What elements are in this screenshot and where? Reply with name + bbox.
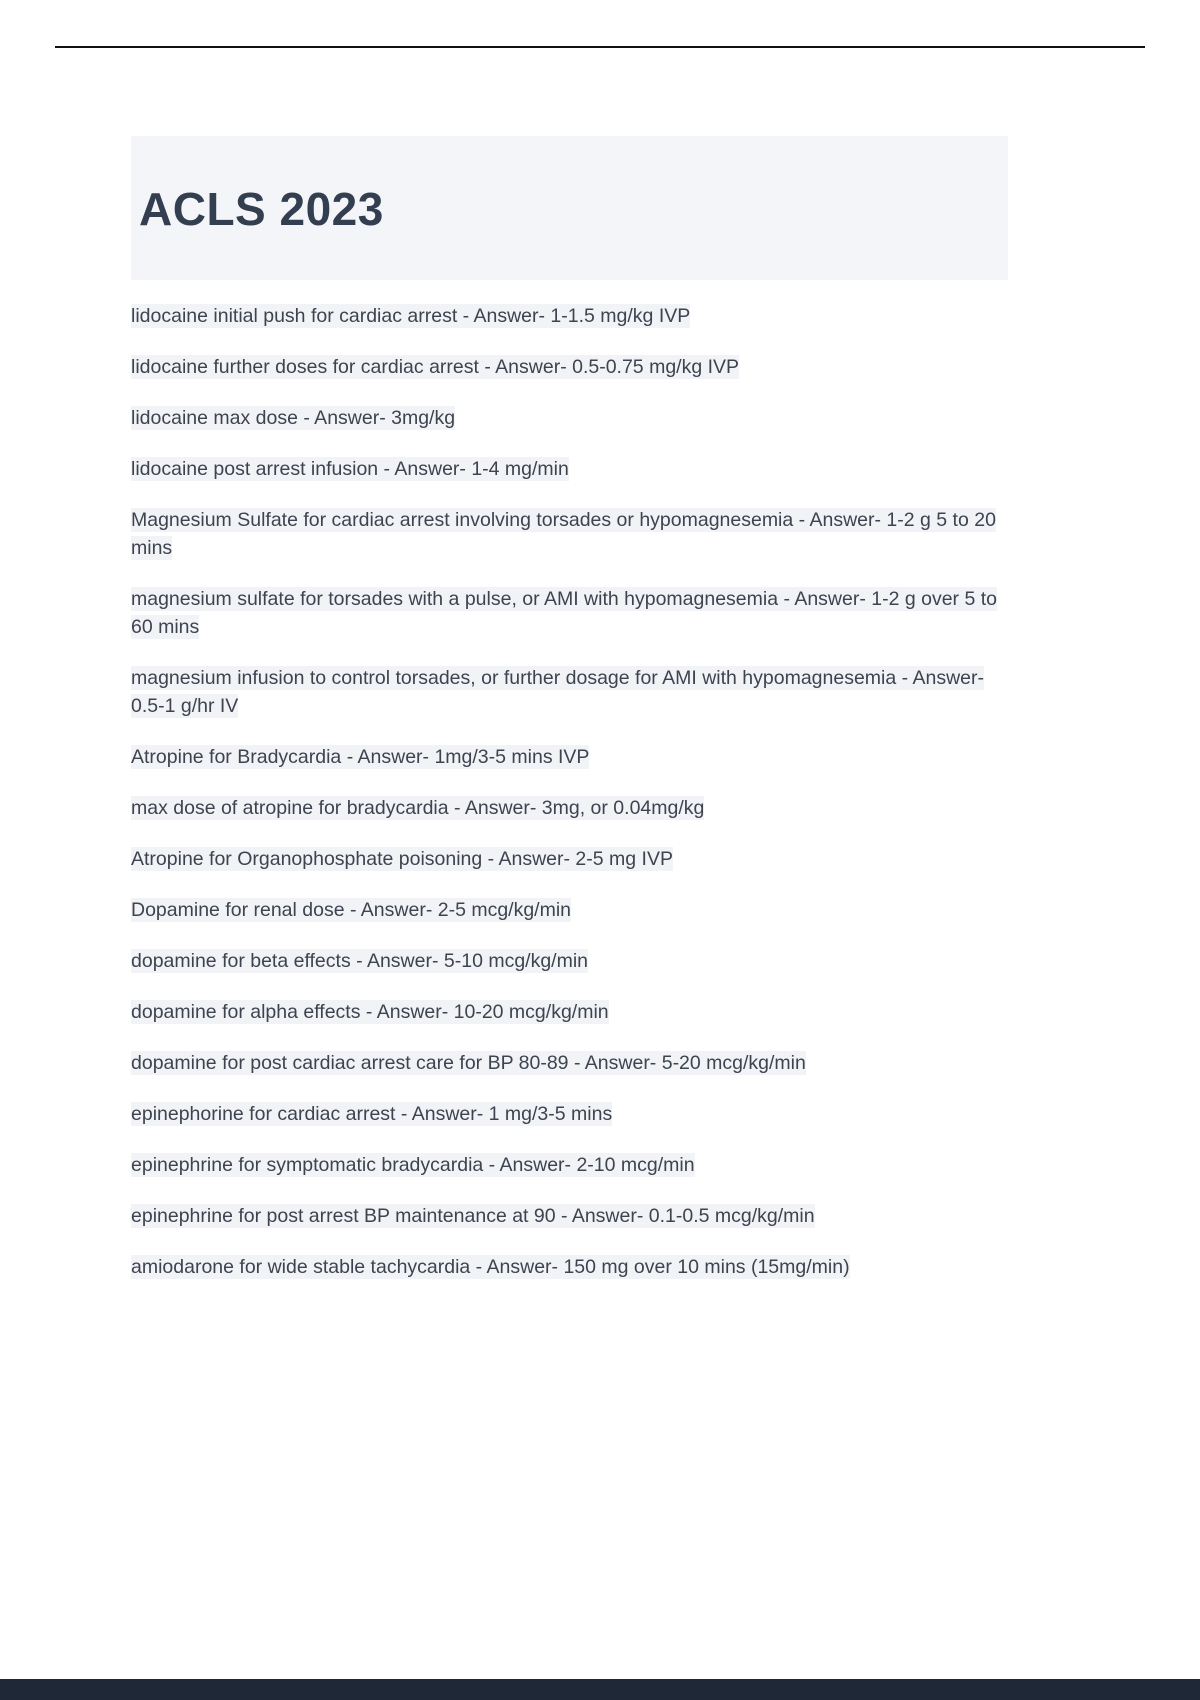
qa-list: [131, 302, 1008, 1281]
bottom-footer-bar: [0, 1679, 1200, 1700]
qa-text: Dopamine for renal dose - Answer- 2-5 mcg/kg/min: [131, 899, 572, 921]
qa-item: [131, 947, 1008, 975]
top-horizontal-rule: [55, 46, 1145, 48]
qa-item: [131, 1151, 1008, 1179]
qa-item: [131, 455, 1008, 483]
qa-item: [131, 585, 1008, 641]
page-title: ACLS 2023: [139, 183, 384, 235]
qa-text: lidocaine further doses for cardiac arrest - Answer- 0.5-0.75 mg/kg IVP: [131, 356, 740, 378]
qa-text: epinephrine for post arrest BP maintenance at 90 - Answer- 0.1-0.5 mcg/kg/min: [131, 1205, 815, 1227]
qa-text: Magnesium Sulfate for cardiac arrest involving torsades or hypomagnesemia - Answer- 1-2 g 5 to 20 mins: [131, 509, 996, 559]
qa-text: dopamine for beta effects - Answer- 5-10 mcg/kg/min: [131, 950, 589, 972]
title-block: [131, 136, 1008, 280]
qa-item: [131, 302, 1008, 330]
qa-item: [131, 998, 1008, 1026]
qa-text: Atropine for Bradycardia - Answer- 1mg/3-5 mins IVP: [131, 746, 590, 768]
qa-item: [131, 353, 1008, 381]
qa-text: amiodarone for wide stable tachycardia - Answer- 150 mg over 10 mins (15mg/min): [131, 1256, 850, 1278]
qa-text: lidocaine initial push for cardiac arrest - Answer- 1-1.5 mg/kg IVP: [131, 305, 691, 327]
qa-item: [131, 506, 1008, 562]
qa-item: [131, 1202, 1008, 1230]
qa-item: [131, 845, 1008, 873]
qa-item: [131, 794, 1008, 822]
qa-text: dopamine for post cardiac arrest care for BP 80-89 - Answer- 5-20 mcg/kg/min: [131, 1052, 806, 1074]
qa-text: magnesium infusion to control torsades, or further dosage for AMI with hypomagnesemia - Answer- 0.5-1 g/hr IV: [131, 667, 984, 717]
qa-item: [131, 1049, 1008, 1077]
qa-text: epinephrine for symptomatic bradycardia - Answer- 2-10 mcg/min: [131, 1154, 695, 1176]
qa-item: [131, 1100, 1008, 1128]
qa-text: dopamine for alpha effects - Answer- 10-20 mcg/kg/min: [131, 1001, 609, 1023]
document-content: [131, 136, 1008, 1304]
qa-text: lidocaine max dose - Answer- 3mg/kg: [131, 407, 456, 429]
qa-text: max dose of atropine for bradycardia - Answer- 3mg, or 0.04mg/kg: [131, 797, 705, 819]
qa-item: [131, 743, 1008, 771]
qa-item: [131, 404, 1008, 432]
qa-item: [131, 664, 1008, 720]
qa-text: magnesium sulfate for torsades with a pulse, or AMI with hypomagnesemia - Answer- 1-2 g over 5 to 60 mins: [131, 588, 997, 638]
qa-item: [131, 896, 1008, 924]
qa-text: lidocaine post arrest infusion - Answer- 1-4 mg/min: [131, 458, 569, 480]
qa-text: epinephorine for cardiac arrest - Answer- 1 mg/3-5 mins: [131, 1103, 613, 1125]
qa-text: Atropine for Organophosphate poisoning - Answer- 2-5 mg IVP: [131, 848, 673, 870]
qa-item: [131, 1253, 1008, 1281]
